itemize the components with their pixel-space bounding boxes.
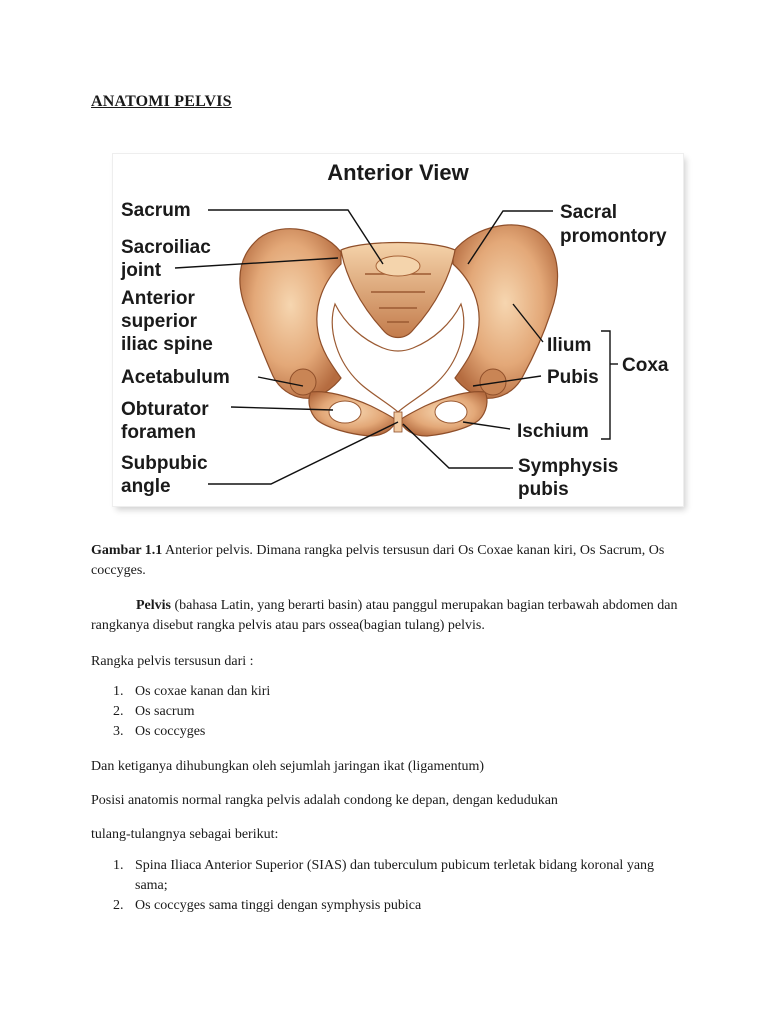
page-title: ANATOMI PELVIS <box>91 93 232 110</box>
pelvis-term: Pelvis <box>136 598 171 613</box>
label-ischium: Ischium <box>517 421 589 442</box>
bone-list <box>91 682 681 742</box>
label-sacroiliac: Sacroiliac <box>121 237 211 258</box>
paragraph-composition: Rangka pelvis tersusun dari : <box>91 654 254 669</box>
list-item: 2. Os coccyges sama tinggi dengan symphysis pubica <box>113 898 422 913</box>
label-sacral: Sacral <box>560 202 618 223</box>
label-subpubic-angle: angle <box>121 476 171 497</box>
label-pubis: Pubis <box>547 367 599 388</box>
pelvis-diagram <box>113 154 683 506</box>
label-coxa: Coxa <box>622 355 669 376</box>
list-item: 1. Os coxae kanan dan kiri <box>113 684 271 699</box>
figure-caption <box>91 541 691 581</box>
label-obturator-foramen: foramen <box>121 422 196 443</box>
label-sacrum: Sacrum <box>121 200 191 221</box>
list-item: 3. Os coccyges <box>113 724 206 739</box>
left-acetabulum <box>290 369 316 395</box>
right-ilium <box>453 225 558 398</box>
label-ilium: Ilium <box>547 335 592 356</box>
left-ilium <box>240 229 341 399</box>
paragraph-pelvis <box>91 596 691 636</box>
label-anterior: Anterior <box>121 288 195 309</box>
paragraph-position-cont: tulang-tulangnya sebagai berikut: <box>91 827 279 842</box>
label-subpubic: Subpubic <box>121 453 208 474</box>
label-promontory: promontory <box>560 226 667 247</box>
pelvis-figure <box>113 154 683 506</box>
label-superior: superior <box>121 311 198 332</box>
label-obturator: Obturator <box>121 399 209 420</box>
label-acetabulum: Acetabulum <box>121 367 230 388</box>
figure-title: Anterior View <box>327 160 469 185</box>
right-obturator-foramen <box>435 401 467 423</box>
paragraph-ligament: Dan ketiganya dihubungkan oleh sejumlah jaringan ikat (ligamentum) <box>91 759 485 774</box>
label-symphysis: Symphysis <box>518 456 619 477</box>
label-symphysis-pubis: pubis <box>518 479 569 500</box>
pelvis-bones <box>240 225 558 436</box>
left-obturator-foramen <box>329 401 361 423</box>
caption-label: Gambar 1.1 <box>91 543 163 558</box>
pelvis-definition: (bahasa Latin, yang berarti basin) atau panggul merupakan bagian terbawah abdomen dan rangkanya disebut rangka pelvis atau pars ossea(bagian tulang) pelvis. <box>91 598 678 633</box>
caption-text: Anterior pelvis. Dimana rangka pelvis tersusun dari Os Coxae kanan kiri, Os Sacrum, Os coccyges. <box>91 543 665 578</box>
position-list <box>91 856 681 916</box>
list-item: 2. Os sacrum <box>113 704 195 719</box>
label-iliac-spine: iliac spine <box>121 334 213 355</box>
list-item: 1. Spina Iliaca Anterior Superior (SIAS) dan tuberculum pubicum terletak bidang koronal yang sama; <box>113 858 655 893</box>
label-sacroiliac-joint: joint <box>121 260 162 281</box>
paragraph-position: Posisi anatomis normal rangka pelvis adalah condong ke depan, dengan kedudukan <box>91 793 558 808</box>
